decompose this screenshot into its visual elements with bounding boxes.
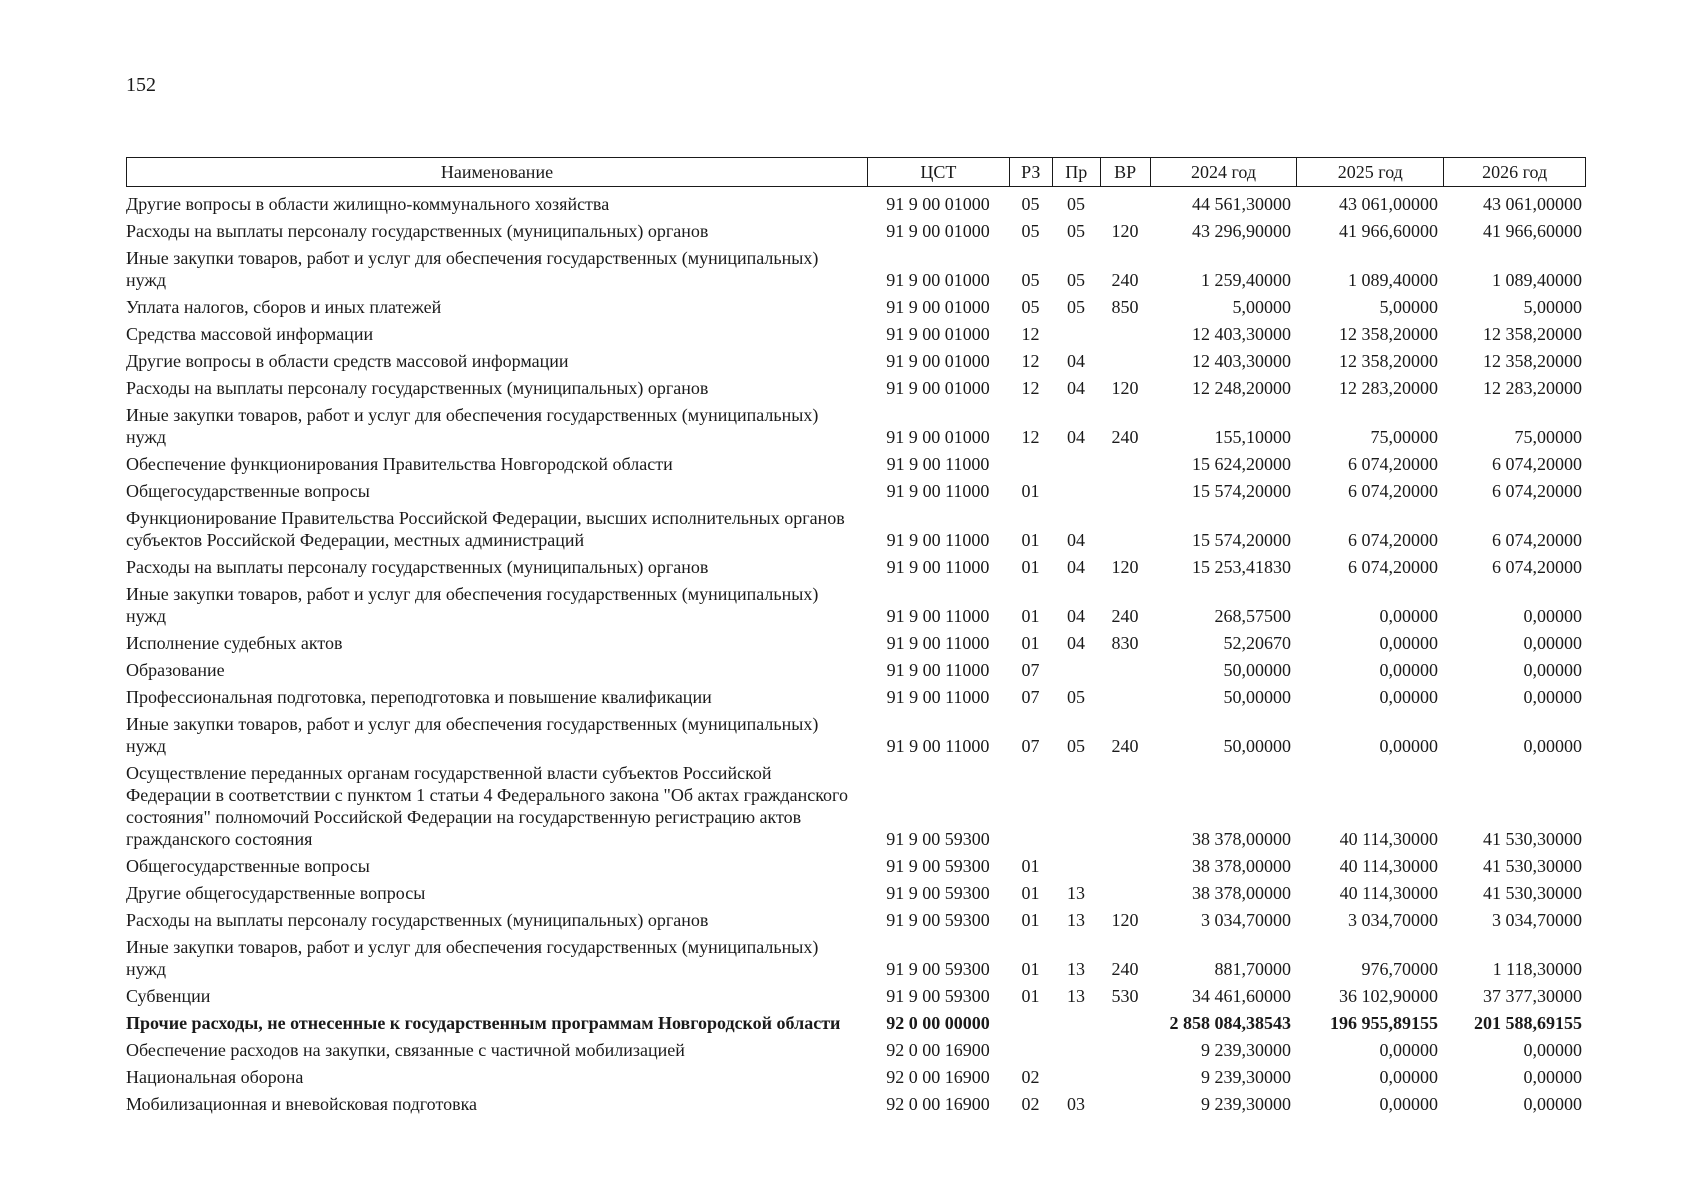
row-rz: 07: [1021, 736, 1040, 756]
row-cst: 91 9 00 11000: [886, 606, 990, 626]
row-vr: 830: [1111, 633, 1139, 653]
row-value-2026: 43 061,00000: [1483, 194, 1582, 214]
row-cst: 91 9 00 59300: [886, 986, 990, 1006]
row-cst: 92 0 00 16900: [886, 1094, 990, 1114]
row-name: Другие общегосударственные вопросы: [126, 883, 426, 903]
row-rz: 01: [1021, 910, 1040, 930]
row-value-2026: 41 530,30000: [1483, 856, 1582, 876]
row-value-2026: 12 283,20000: [1483, 378, 1582, 398]
row-name: Общегосударственные вопросы: [126, 856, 370, 876]
row-cst: 91 9 00 01000: [886, 270, 990, 290]
row-name: Иные закупки товаров, работ и услуг для обеспечения государственных (муниципальных) нужд: [126, 584, 819, 626]
row-name: Другие вопросы в области жилищно-коммунального хозяйства: [126, 194, 610, 214]
row-value-2024: 15 574,20000: [1192, 530, 1291, 550]
row-value-2025: 3 034,70000: [1348, 910, 1438, 930]
row-pr: 05: [1067, 221, 1085, 241]
row-name: Осуществление переданных органам государственной власти субъектов Российской Федерации в соответствии с пунктом 1 статьи 4 Федерального закона "Об актах гражданского состояния" полномочий Российской Федерации на государственную регистрацию актов гражданского состояния: [126, 763, 848, 849]
row-name: Профессиональная подготовка, переподготовка и повышение квалификации: [126, 687, 712, 707]
row-name: Иные закупки товаров, работ и услуг для обеспечения государственных (муниципальных) нужд: [126, 248, 819, 290]
row-pr: 05: [1067, 194, 1085, 214]
row-value-2024: 15 574,20000: [1192, 481, 1291, 501]
table-row: [126, 760, 1596, 853]
row-value-2025: 6 074,20000: [1348, 481, 1438, 501]
row-value-2024: 34 461,60000: [1192, 986, 1291, 1006]
row-cst: 91 9 00 01000: [886, 221, 990, 241]
table-row: [126, 1091, 1596, 1118]
row-value-2024: 9 239,30000: [1201, 1094, 1291, 1114]
row-value-2026: 75,00000: [1514, 427, 1582, 447]
row-value-2024: 1 259,40000: [1201, 270, 1291, 290]
row-value-2025: 40 114,30000: [1339, 829, 1438, 849]
row-name: Функционирование Правительства Российской Федерации, высших исполнительных органов субъектов Российской Федерации, местных администраций: [126, 508, 845, 550]
table-row: [126, 684, 1596, 711]
row-rz: 01: [1021, 856, 1040, 876]
row-name: Расходы на выплаты персоналу государственных (муниципальных) органов: [126, 910, 709, 930]
row-value-2025: 0,00000: [1379, 606, 1438, 626]
row-value-2025: 40 114,30000: [1339, 856, 1438, 876]
row-name: Общегосударственные вопросы: [126, 481, 370, 501]
row-name: Образование: [126, 660, 225, 680]
row-vr: 850: [1111, 297, 1139, 317]
row-value-2024: 50,00000: [1223, 736, 1291, 756]
row-rz: 12: [1021, 324, 1040, 344]
header-name: Наименование: [440, 161, 554, 182]
row-value-2026: 0,00000: [1523, 633, 1582, 653]
row-value-2026: 0,00000: [1523, 1067, 1582, 1087]
row-value-2026: 6 074,20000: [1492, 557, 1582, 577]
row-value-2025: 43 061,00000: [1339, 194, 1438, 214]
row-rz: 01: [1021, 557, 1040, 577]
row-value-2026: 6 074,20000: [1492, 454, 1582, 474]
row-cst: 91 9 00 11000: [886, 557, 990, 577]
table-row: [126, 853, 1596, 880]
row-value-2025: 0,00000: [1379, 1040, 1438, 1060]
row-rz: 07: [1021, 660, 1040, 680]
row-rz: 05: [1021, 194, 1040, 214]
row-name: Субвенции: [126, 986, 211, 1006]
table-row: [126, 451, 1596, 478]
table-row: [126, 934, 1596, 983]
row-value-2024: 12 403,30000: [1192, 351, 1291, 371]
row-value-2025: 6 074,20000: [1348, 454, 1438, 474]
table-row: [126, 657, 1596, 684]
row-name: Средства массовой информации: [126, 324, 374, 344]
row-value-2026: 0,00000: [1523, 736, 1582, 756]
header-cst: ЦСТ: [867, 158, 1009, 186]
row-cst: 91 9 00 01000: [886, 194, 990, 214]
row-value-2025: 0,00000: [1379, 736, 1438, 756]
table-row: [126, 321, 1596, 348]
row-vr: 530: [1111, 986, 1139, 1006]
row-rz: 01: [1021, 883, 1040, 903]
row-value-2025: 1 089,40000: [1348, 270, 1438, 290]
header-rz: РЗ: [1009, 158, 1052, 186]
row-vr: 120: [1111, 557, 1139, 577]
row-value-2025: 196 955,89155: [1330, 1013, 1438, 1033]
row-value-2025: 6 074,20000: [1348, 557, 1438, 577]
row-value-2024: 15 624,20000: [1192, 454, 1291, 474]
row-value-2026: 3 034,70000: [1492, 910, 1582, 930]
row-rz: 01: [1021, 959, 1040, 979]
row-vr: 240: [1111, 427, 1139, 447]
row-value-2025: 0,00000: [1379, 633, 1438, 653]
table-row: [126, 245, 1596, 294]
row-name: Иные закупки товаров, работ и услуг для обеспечения государственных (муниципальных) нужд: [126, 714, 819, 756]
row-pr: 04: [1067, 606, 1085, 626]
row-cst: 91 9 00 01000: [886, 324, 990, 344]
row-cst: 91 9 00 11000: [886, 530, 990, 550]
row-value-2026: 6 074,20000: [1492, 481, 1582, 501]
row-pr: 04: [1067, 378, 1085, 398]
row-value-2024: 38 378,00000: [1192, 883, 1291, 903]
row-pr: 13: [1067, 910, 1085, 930]
row-cst: 91 9 00 11000: [886, 687, 990, 707]
row-rz: 01: [1021, 530, 1040, 550]
row-value-2024: 12 248,20000: [1192, 378, 1291, 398]
row-value-2026: 0,00000: [1523, 1040, 1582, 1060]
page-number: 152: [126, 74, 156, 96]
row-value-2024: 43 296,90000: [1192, 221, 1291, 241]
row-value-2025: 0,00000: [1379, 687, 1438, 707]
row-value-2024: 9 239,30000: [1201, 1067, 1291, 1087]
row-rz: 01: [1021, 606, 1040, 626]
row-cst: 91 9 00 01000: [886, 378, 990, 398]
row-value-2024: 881,70000: [1214, 959, 1291, 979]
table-row: [126, 711, 1596, 760]
row-vr: 240: [1111, 736, 1139, 756]
row-value-2025: 0,00000: [1379, 660, 1438, 680]
row-value-2024: 2 858 084,38543: [1169, 1013, 1291, 1033]
table-row: [126, 581, 1596, 630]
row-value-2026: 0,00000: [1523, 1094, 1582, 1114]
row-value-2026: 37 377,30000: [1483, 986, 1582, 1006]
row-value-2026: 41 530,30000: [1483, 829, 1582, 849]
row-value-2024: 50,00000: [1223, 660, 1291, 680]
table-row: [126, 375, 1596, 402]
row-value-2025: 40 114,30000: [1339, 883, 1438, 903]
row-value-2026: 41 530,30000: [1483, 883, 1582, 903]
row-value-2025: 976,70000: [1361, 959, 1438, 979]
row-name: Другие вопросы в области средств массовой информации: [126, 351, 569, 371]
row-value-2024: 44 561,30000: [1192, 194, 1291, 214]
row-rz: 05: [1021, 270, 1040, 290]
row-rz: 02: [1021, 1067, 1040, 1087]
row-pr: 04: [1067, 351, 1085, 371]
row-pr: 04: [1067, 530, 1085, 550]
row-pr: 05: [1067, 297, 1085, 317]
table-row: [126, 907, 1596, 934]
row-name: Уплата налогов, сборов и иных платежей: [126, 297, 442, 317]
row-vr: 120: [1111, 910, 1139, 930]
row-name: Национальная оборона: [126, 1067, 304, 1087]
row-cst: 91 9 00 11000: [886, 481, 990, 501]
row-name: Иные закупки товаров, работ и услуг для обеспечения государственных (муниципальных) нужд: [126, 405, 819, 447]
row-value-2024: 15 253,41830: [1192, 557, 1291, 577]
row-rz: 12: [1021, 351, 1040, 371]
row-pr: 04: [1067, 633, 1085, 653]
row-cst: 91 9 00 59300: [886, 883, 990, 903]
row-cst: 91 9 00 01000: [886, 351, 990, 371]
row-rz: 01: [1021, 633, 1040, 653]
row-value-2026: 1 089,40000: [1492, 270, 1582, 290]
row-pr: 13: [1067, 986, 1085, 1006]
row-name: Иные закупки товаров, работ и услуг для обеспечения государственных (муниципальных) нужд: [126, 937, 819, 979]
row-cst: 91 9 00 11000: [886, 454, 990, 474]
row-value-2026: 0,00000: [1523, 687, 1582, 707]
row-value-2025: 5,00000: [1379, 297, 1438, 317]
table-row: [126, 191, 1596, 218]
row-pr: 13: [1067, 959, 1085, 979]
row-value-2024: 52,20670: [1223, 633, 1291, 653]
header-2026: 2026 год: [1443, 158, 1585, 186]
row-name: Расходы на выплаты персоналу государственных (муниципальных) органов: [126, 557, 709, 577]
table-row: [126, 1064, 1596, 1091]
row-pr: 05: [1067, 270, 1085, 290]
row-pr: 05: [1067, 687, 1085, 707]
row-value-2025: 6 074,20000: [1348, 530, 1438, 550]
row-value-2024: 5,00000: [1232, 297, 1291, 317]
row-vr: 120: [1111, 378, 1139, 398]
table-row: [126, 554, 1596, 581]
row-name: Мобилизационная и вневойсковая подготовка: [126, 1094, 478, 1114]
row-cst: 91 9 00 59300: [886, 959, 990, 979]
table-row: [126, 348, 1596, 375]
row-cst: 91 9 00 11000: [886, 633, 990, 653]
table-row: [126, 880, 1596, 907]
row-value-2024: 12 403,30000: [1192, 324, 1291, 344]
row-value-2026: 0,00000: [1523, 606, 1582, 626]
row-pr: 04: [1067, 427, 1085, 447]
row-value-2026: 6 074,20000: [1492, 530, 1582, 550]
header-2025: 2025 год: [1296, 158, 1443, 186]
row-value-2024: 38 378,00000: [1192, 829, 1291, 849]
row-cst: 91 9 00 59300: [886, 856, 990, 876]
row-cst: 92 0 00 16900: [886, 1040, 990, 1060]
row-cst: 92 0 00 16900: [886, 1067, 990, 1087]
row-rz: 12: [1021, 427, 1040, 447]
table-row: [126, 630, 1596, 657]
row-name: Расходы на выплаты персоналу государственных (муниципальных) органов: [126, 221, 709, 241]
header-pr: Пр: [1052, 158, 1100, 186]
row-rz: 07: [1021, 687, 1040, 707]
row-cst: 91 9 00 01000: [886, 297, 990, 317]
row-rz: 01: [1021, 986, 1040, 1006]
row-value-2025: 75,00000: [1370, 427, 1438, 447]
row-name: Обеспечение расходов на закупки, связанные с частичной мобилизацией: [126, 1040, 685, 1060]
table-row: [126, 505, 1596, 554]
header-vr: ВР: [1100, 158, 1150, 186]
row-rz: 02: [1021, 1094, 1040, 1114]
row-vr: 240: [1111, 270, 1139, 290]
table-body: [126, 191, 1596, 1118]
row-value-2025: 0,00000: [1379, 1094, 1438, 1114]
row-rz: 05: [1021, 297, 1040, 317]
table-row: [126, 983, 1596, 1010]
row-pr: 05: [1067, 736, 1085, 756]
row-rz: 12: [1021, 378, 1040, 398]
row-value-2026: 201 588,69155: [1474, 1013, 1582, 1033]
row-value-2024: 9 239,30000: [1201, 1040, 1291, 1060]
row-vr: 240: [1111, 959, 1139, 979]
row-cst: 91 9 00 59300: [886, 910, 990, 930]
row-value-2026: 12 358,20000: [1483, 324, 1582, 344]
row-value-2025: 0,00000: [1379, 1067, 1438, 1087]
table-header: [126, 157, 1586, 187]
row-value-2026: 1 118,30000: [1492, 959, 1582, 979]
header-2024: 2024 год: [1150, 158, 1297, 186]
row-pr: 04: [1067, 557, 1085, 577]
table-row: [126, 1010, 1596, 1037]
row-value-2024: 155,10000: [1214, 427, 1291, 447]
row-rz: 05: [1021, 221, 1040, 241]
row-value-2026: 12 358,20000: [1483, 351, 1582, 371]
row-pr: 03: [1067, 1094, 1085, 1114]
table-row: [126, 1037, 1596, 1064]
table-row: [126, 402, 1596, 451]
row-value-2025: 36 102,90000: [1339, 986, 1438, 1006]
row-cst: 91 9 00 11000: [886, 660, 990, 680]
row-vr: 240: [1111, 606, 1139, 626]
row-cst: 91 9 00 11000: [886, 736, 990, 756]
row-value-2024: 50,00000: [1223, 687, 1291, 707]
row-value-2024: 268,57500: [1214, 606, 1291, 626]
table-row: [126, 294, 1596, 321]
row-value-2025: 12 358,20000: [1339, 351, 1438, 371]
row-cst: 92 0 00 00000: [886, 1013, 990, 1033]
row-value-2026: 41 966,60000: [1483, 221, 1582, 241]
row-rz: 01: [1021, 481, 1040, 501]
row-name: Прочие расходы, не отнесенные к государственным программам Новгородской области: [126, 1013, 841, 1033]
row-name: Обеспечение функционирования Правительства Новгородской области: [126, 454, 673, 474]
row-name: Расходы на выплаты персоналу государственных (муниципальных) органов: [126, 378, 709, 398]
table-row: [126, 218, 1596, 245]
table-row: [126, 478, 1596, 505]
row-value-2025: 41 966,60000: [1339, 221, 1438, 241]
row-cst: 91 9 00 01000: [886, 427, 990, 447]
row-value-2026: 0,00000: [1523, 660, 1582, 680]
row-value-2026: 5,00000: [1523, 297, 1582, 317]
row-value-2024: 38 378,00000: [1192, 856, 1291, 876]
row-cst: 91 9 00 59300: [886, 829, 990, 849]
row-value-2025: 12 358,20000: [1339, 324, 1438, 344]
row-value-2025: 12 283,20000: [1339, 378, 1438, 398]
row-pr: 13: [1067, 883, 1085, 903]
row-value-2024: 3 034,70000: [1201, 910, 1291, 930]
row-vr: 120: [1111, 221, 1139, 241]
row-name: Исполнение судебных актов: [126, 633, 343, 653]
